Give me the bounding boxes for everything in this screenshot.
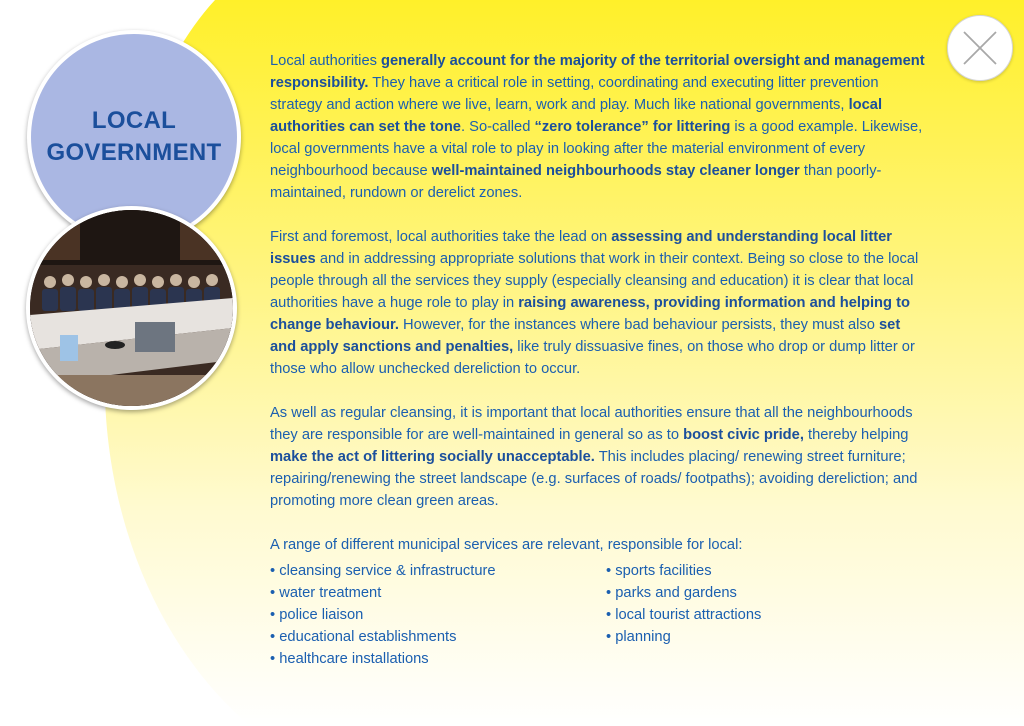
p1-bold-3: “zero tolerance” for littering [534,119,731,135]
p3-text-1: As well as regular cleansing, it is important that local authorities ensure that all the neighbourhoods they are responsible for are well-maintained in general so as to [270,405,913,443]
list-item: • parks and gardens [606,582,761,604]
list-item: • planning [606,626,761,648]
p3-bold-2: make the act of littering socially unacceptable. [270,449,595,465]
p3-bold-1: boost civic pride, [683,427,804,443]
paragraph-1 [270,50,930,204]
p1-text-3: . So-called [460,119,535,135]
p3-text-3: This includes placing/ renewing street furniture; repairing/renewing the street landscape (e.g. surfaces of roads/ footpaths); avoiding dereliction; and promoting more clean green areas. [270,449,918,509]
list-item: • sports facilities [606,560,761,582]
close-x-icon [948,16,1012,80]
p2-text-4: like truly dissuasive fines, on those who drop or dump litter or those who allow unchecked dereliction to occur. [270,339,915,377]
p3-text-2: thereby helping [803,427,909,443]
p1-bold-2: local authorities can set the tone [270,97,883,135]
paragraph-4: A range of different municipal services are relevant, responsible for local: [270,537,743,553]
list-item: • local tourist attractions [606,604,761,626]
body-text [270,50,930,670]
title-line-1: LOCAL [91,107,177,134]
p2-bold-3: set and apply sanctions and penalties, [270,317,901,355]
p1-text-1: Local authorities [270,53,382,69]
p2-text-3: However, for the instances where bad behaviour persists, they must also [398,317,880,333]
paragraph-2 [270,226,930,380]
services-list-right [606,560,761,670]
p2-bold-2: raising awareness, providing information and helping to change behaviour. [270,295,910,333]
p1-text-2: They have a critical role in setting, coordinating and executing litter prevention strategy and action where we live, learn, work and play. Much like national governments, [270,75,879,113]
photo-illustration [30,210,233,406]
services-lists [270,560,930,670]
p2-text-2: and in addressing appropriate solutions that work in their context. Being so close to the local people through all the services they supply (especially cleansing and education) it is clear that local authorities have a huge role to play in [270,251,919,311]
list-item: • educational establishments [270,626,606,648]
list-item: • water treatment [270,582,606,604]
p1-bold-4: well-maintained neighbourhoods stay cleaner longer [431,163,800,179]
p1-text-4: is a good example. Likewise, local governments have a vital role to play in looking after the material environment of every neighbourhood because [270,119,923,179]
paragraph-3 [270,402,930,512]
list-item: • cleansing service & infrastructure [270,560,606,582]
p1-bold-1: generally account for the majority of the territorial oversight and management responsibility. [270,53,925,91]
list-item: • healthcare installations [270,648,606,670]
list-item: • police liaison [270,604,606,626]
services-list-left [270,560,606,670]
title-line-2: GOVERNMENT [46,139,222,166]
p1-text-5: than poorly-maintained, rundown or derelict zones. [270,163,882,201]
p2-text-1: First and foremost, local authorities take the lead on [270,229,612,245]
close-button[interactable] [947,15,1013,81]
conference-photo [26,206,237,410]
p2-bold-1: assessing and understanding local litter issues [270,229,893,267]
